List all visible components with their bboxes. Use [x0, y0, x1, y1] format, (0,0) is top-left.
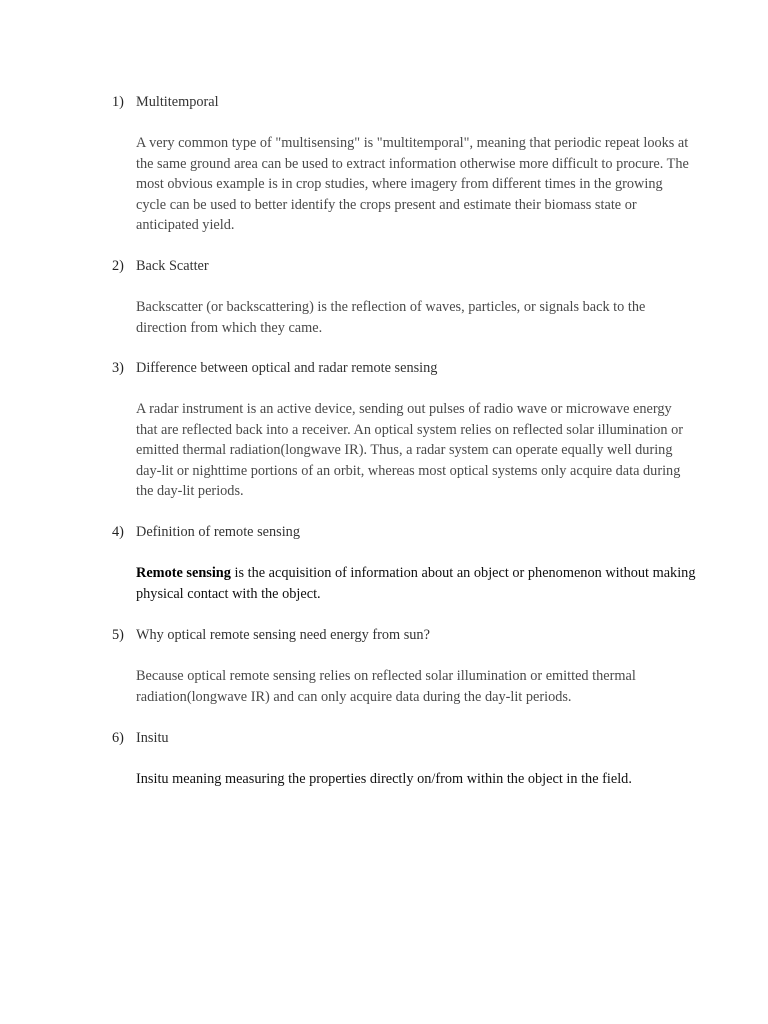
question-heading [112, 256, 702, 277]
question-title: Multitemporal [136, 94, 219, 110]
item-number: 5) [112, 627, 124, 643]
question-title: Difference between optical and radar remote sensing [136, 360, 438, 376]
item-number: 4) [112, 524, 124, 540]
qa-item-back-scatter [112, 256, 702, 338]
question-title: Back Scatter [136, 258, 209, 274]
item-number: 1) [112, 94, 124, 110]
item-number: 6) [112, 730, 124, 746]
question-heading [112, 92, 702, 113]
item-number: 2) [112, 258, 124, 274]
answer-text: is the acquisition of information about an object or phenomenon without making physical contact with the object. [136, 565, 696, 602]
qa-item-optical-sun-energy [112, 625, 702, 707]
question-title: Definition of remote sensing [136, 524, 300, 540]
bold-term: Remote sensing [136, 565, 231, 581]
qa-item-insitu [112, 728, 702, 790]
answer-paragraph: Because optical remote sensing relies on reflected solar illumination or emitted thermal radiation(longwave IR) and can only acquire data during the day-lit periods. [136, 668, 636, 705]
question-heading [112, 728, 702, 749]
answer-paragraph: Insitu meaning measuring the properties directly on/from within the object in the field. [136, 771, 632, 787]
question-heading [112, 358, 702, 379]
answer-paragraph: A very common type of "multisensing" is "multitemporal", meaning that periodic repeat looks at the same ground area can be used to extract information otherwise more difficult to procure. The most obvious example is in crop studies, where imagery from different times in the growing cycle can be used to better identify the crops present and estimate their biomass state or anticipated yield. [136, 135, 689, 233]
answer-paragraph: A radar instrument is an active device, sending out pulses of radio wave or microwave energy that are reflected back into a receiver. An optical system relies on reflected solar illumination or emitted thermal radiation(longwave IR). Thus, a radar system can operate equally well during day-lit or nighttime portions of an orbit, whereas most optical systems only acquire data during the day-lit periods. [136, 401, 684, 499]
answer-paragraph [136, 563, 696, 604]
question-heading [112, 625, 702, 646]
question-title: Why optical remote sensing need energy from sun? [136, 627, 430, 643]
qa-item-multitemporal [112, 92, 702, 236]
answer-paragraph: Backscatter (or backscattering) is the reflection of waves, particles, or signals back to the direction from which they came. [136, 299, 646, 336]
item-number: 3) [112, 360, 124, 376]
qa-item-optical-vs-radar [112, 358, 702, 502]
question-title: Insitu [136, 730, 169, 746]
qa-item-remote-sensing-definition [112, 522, 702, 604]
question-heading [112, 522, 702, 543]
